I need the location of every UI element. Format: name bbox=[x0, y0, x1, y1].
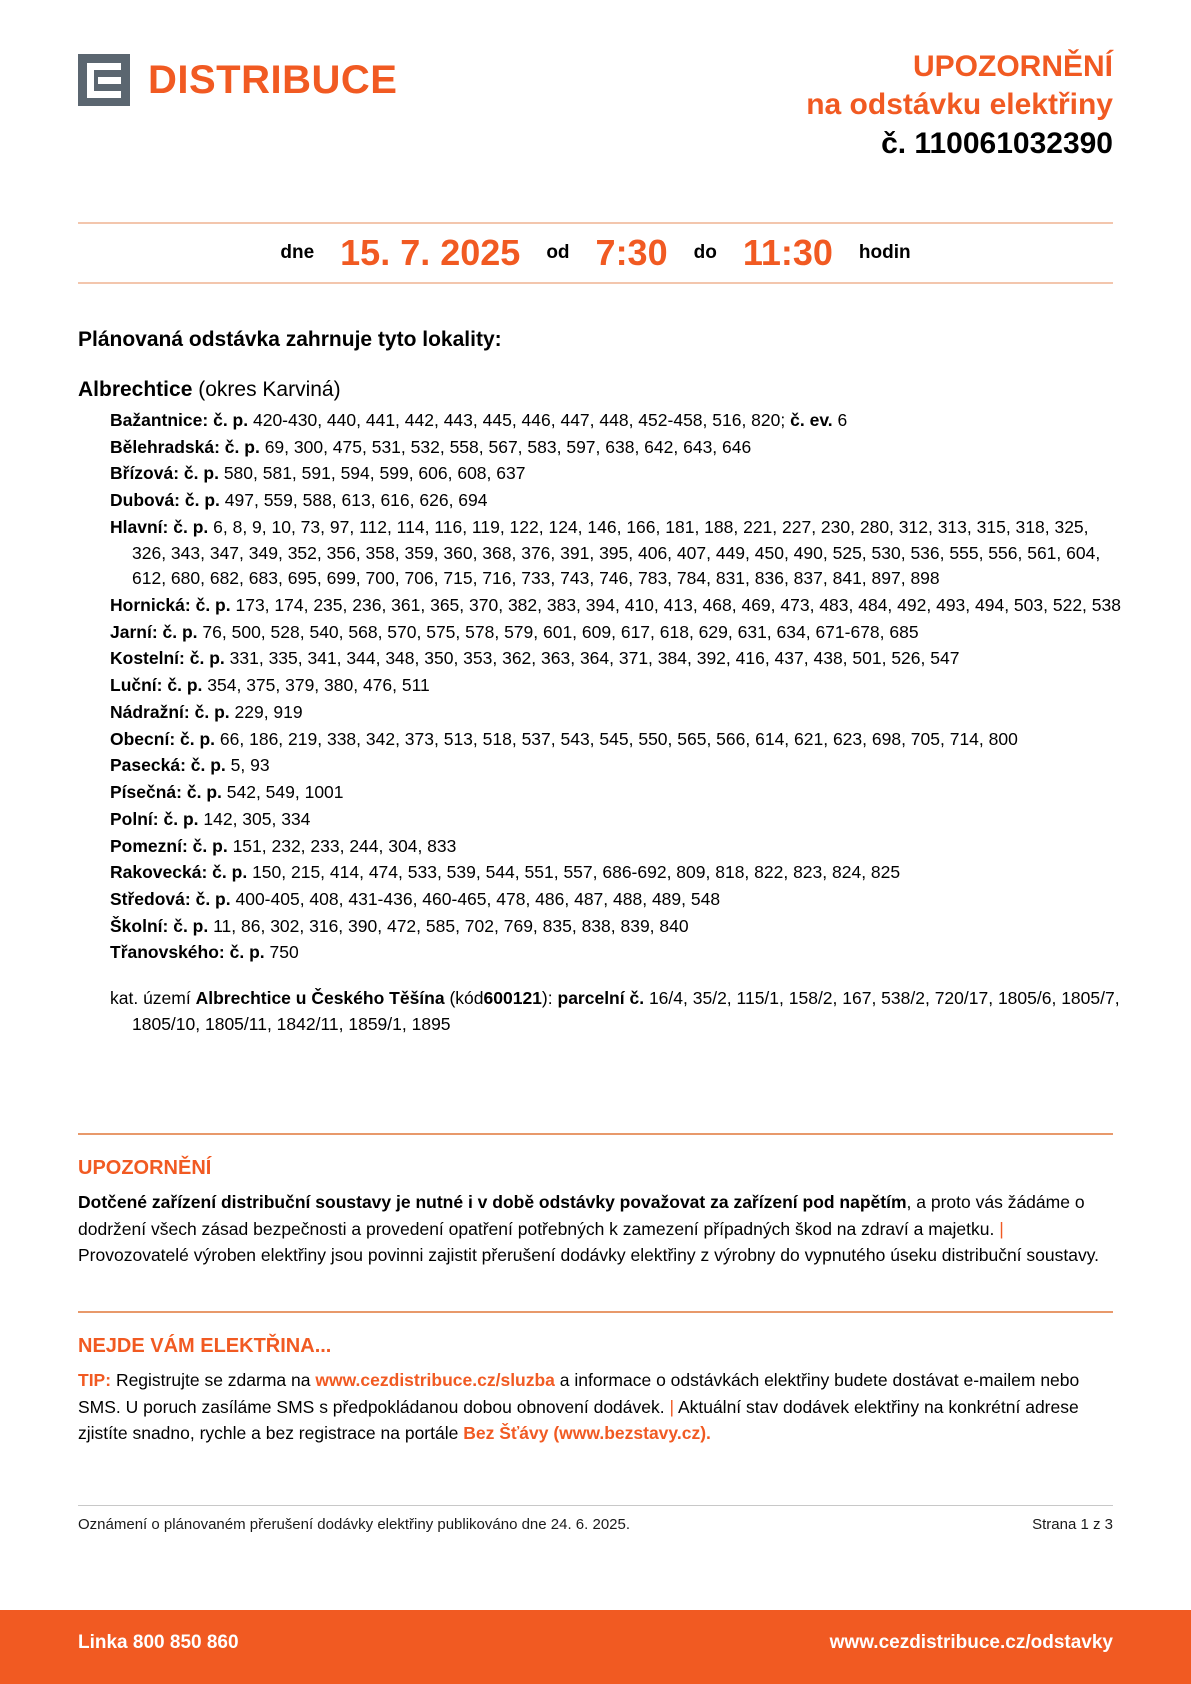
cadastre-area-name: Albrechtice u Českého Těšína bbox=[195, 988, 445, 1009]
warning-bold-text: Dotčené zařízení distribuční soustavy je nutné i v době odstávky považovat za zařízení pod napětím bbox=[78, 1192, 907, 1212]
street-name: Třanovského: bbox=[110, 942, 225, 963]
street-row bbox=[110, 593, 1121, 619]
house-number-label: č. p. bbox=[189, 648, 225, 669]
street-name: Dubová: bbox=[110, 490, 180, 511]
paren-close: ). bbox=[700, 1423, 711, 1444]
street-list bbox=[110, 408, 1121, 966]
hours-label: hodin bbox=[858, 242, 911, 263]
brand-block bbox=[78, 48, 397, 106]
divider-bottom bbox=[78, 1311, 1113, 1313]
notice-title-line1: UPOZORNĚNÍ bbox=[912, 50, 1113, 83]
notice-number: č. 110061032390 bbox=[881, 126, 1113, 160]
house-number-label: č. p. bbox=[180, 728, 216, 749]
footer-bar bbox=[0, 1610, 1191, 1684]
street-name: Obecní: bbox=[110, 728, 176, 749]
footer-website[interactable]: www.cezdistribuce.cz/odstavky bbox=[829, 1632, 1113, 1653]
cez-logo-icon bbox=[78, 54, 130, 106]
house-number-label: č. p. bbox=[224, 436, 260, 457]
service-link[interactable]: www.cezdistribuce.cz/sluzba bbox=[315, 1370, 555, 1390]
street-name: Písečná: bbox=[110, 782, 182, 803]
house-numbers: 151, 232, 233, 244, 304, 833 bbox=[232, 835, 457, 856]
house-number-label: č. p. bbox=[186, 782, 222, 803]
house-numbers: 142, 305, 334 bbox=[203, 808, 311, 829]
cadastre-code-label: (kód bbox=[449, 988, 484, 1009]
paren-open: ( bbox=[553, 1423, 560, 1444]
cadastre-prefix: kat. území bbox=[110, 988, 191, 1009]
cadastre-code: 600121 bbox=[483, 988, 542, 1009]
help-body bbox=[78, 1367, 1113, 1447]
house-number-label: č. p. bbox=[173, 915, 209, 936]
brand-name: DISTRIBUCE bbox=[148, 58, 398, 102]
help-text-3: Aktuální stav dodávek elektřiny na konkrétní adrese zjistíte snadno, rychle a bez registrace na portále bbox=[78, 1396, 1079, 1444]
street-row bbox=[110, 860, 1121, 886]
cadastre-block bbox=[110, 986, 1121, 1037]
street-name: Kostelní: bbox=[110, 648, 185, 669]
parcel-numbers: 16/4, 35/2, 115/1, 158/2, 167, 538/2, 720/17, 1805/6, 1805/7, 1805/10, 1805/11, 1842/11, 1859/1, 1895 bbox=[132, 988, 1120, 1034]
help-heading: NEJDE VÁM ELEKTŘINA... bbox=[78, 1335, 332, 1357]
street-row bbox=[110, 834, 1121, 860]
house-number-label: č. p. bbox=[183, 463, 219, 484]
house-numbers: 5, 93 bbox=[230, 755, 270, 776]
street-name: Nádražní: bbox=[110, 701, 190, 722]
street-row bbox=[110, 780, 1121, 806]
footer-note-row bbox=[78, 1516, 1113, 1533]
localities-intro: Plánovaná odstávka zahrnuje tyto lokality: bbox=[78, 328, 502, 351]
house-number-label: č. p. bbox=[162, 621, 198, 642]
parcel-label: parcelní č. bbox=[557, 988, 645, 1009]
street-row bbox=[110, 807, 1121, 833]
house-numbers: 11, 86, 302, 316, 390, 472, 585, 702, 769, 835, 838, 839, 840 bbox=[213, 915, 689, 936]
municipality-name: Albrechtice bbox=[78, 378, 193, 401]
street-row bbox=[110, 940, 1121, 966]
street-name: Hornická: bbox=[110, 595, 191, 616]
portal-name: Bez Šťávy bbox=[463, 1423, 549, 1444]
municipality-district: (okres Karviná) bbox=[198, 378, 341, 401]
house-numbers: 66, 186, 219, 338, 342, 373, 513, 518, 537, 543, 545, 550, 565, 566, 614, 621, 623, 698, 705, 714, 800 bbox=[219, 728, 1018, 749]
warning-separator: | bbox=[999, 1218, 1004, 1239]
house-numbers: 76, 500, 528, 540, 568, 570, 575, 578, 579, 601, 609, 617, 618, 629, 631, 634, 671-678, 685 bbox=[202, 621, 919, 642]
cadastre-code-suffix: ): bbox=[541, 988, 553, 1009]
to-label: do bbox=[693, 242, 717, 263]
house-number-label: č. p. bbox=[212, 862, 248, 883]
help-section bbox=[78, 1335, 1113, 1447]
house-numbers: 354, 375, 379, 380, 476, 511 bbox=[207, 675, 430, 696]
portal-link[interactable]: www.bezstavy.cz bbox=[559, 1423, 701, 1444]
house-numbers: 6, 8, 9, 10, 73, 97, 112, 114, 116, 119, 122, 124, 146, 166, 181, 188, 221, 227, 230, 280, 312, 313, 315, 318, 325, 326, 343, 347, 349, 352, 356, 358, 359, 360, 368, 376, 391, 395, 406, 407, 449, 450, 490, 525, 530, 536, 555, 556, 561, 604, 612, 680, 682, 683, 695, 699, 700, 706, 715, 716, 733, 743, 746, 783, 784, 831, 836, 837, 841, 897, 898 bbox=[132, 516, 1101, 589]
street-name: Školní: bbox=[110, 915, 169, 936]
divider-top bbox=[78, 1133, 1113, 1135]
house-number-label: č. p. bbox=[213, 410, 249, 430]
street-name: Pasecká: bbox=[110, 755, 186, 776]
street-name: Jarní: bbox=[110, 621, 158, 642]
tip-label: TIP: bbox=[78, 1370, 112, 1390]
house-numbers: 331, 335, 341, 344, 348, 350, 353, 362, 363, 364, 371, 384, 392, 416, 437, 438, 501, 526, 547 bbox=[229, 648, 960, 669]
street-row bbox=[110, 700, 1121, 726]
date-label: dne bbox=[280, 242, 315, 263]
street-row bbox=[110, 408, 1121, 434]
house-number-label: č. p. bbox=[195, 595, 231, 616]
street-name: Rakovecká: bbox=[110, 862, 208, 883]
house-numbers: 400-405, 408, 431-436, 460-465, 478, 486, 487, 488, 489, 548 bbox=[235, 888, 721, 909]
street-row bbox=[110, 887, 1121, 913]
house-numbers: 69, 300, 475, 531, 532, 558, 567, 583, 597, 638, 642, 643, 646 bbox=[264, 436, 752, 457]
house-number-label: č. p. bbox=[184, 490, 220, 511]
street-name: Bělehradská: bbox=[110, 436, 220, 457]
notice-title-line2: na odstávku elektřiny bbox=[806, 88, 1113, 122]
footer-divider bbox=[78, 1505, 1113, 1506]
footer-phone: Linka 800 850 860 bbox=[78, 1632, 239, 1653]
from-label: od bbox=[546, 242, 570, 263]
street-row bbox=[110, 515, 1121, 592]
house-number-label: č. p. bbox=[163, 808, 199, 829]
localities-content bbox=[78, 378, 1121, 1038]
house-numbers: 229, 919 bbox=[234, 701, 303, 722]
house-numbers: 420-430, 440, 441, 442, 443, 445, 446, 447, 448, 452-458, 516, 820; bbox=[252, 410, 786, 430]
outage-date: 15. 7. 2025 bbox=[340, 232, 521, 273]
house-number-label: č. p. bbox=[167, 675, 203, 696]
street-row bbox=[110, 461, 1121, 487]
house-numbers: 150, 215, 414, 474, 533, 539, 544, 551, 557, 686-692, 809, 818, 822, 823, 824, 825 bbox=[252, 862, 901, 883]
outage-time-from: 7:30 bbox=[595, 232, 668, 273]
registration-numbers: 6 bbox=[837, 410, 848, 430]
house-numbers: 542, 549, 1001 bbox=[226, 782, 344, 803]
municipality-heading bbox=[78, 378, 1121, 402]
street-name: Středová: bbox=[110, 888, 191, 909]
house-number-label: č. p. bbox=[173, 516, 209, 537]
house-numbers: 497, 559, 588, 613, 616, 626, 694 bbox=[224, 490, 488, 511]
street-name: Pomezní: bbox=[110, 835, 188, 856]
house-number-label: č. p. bbox=[192, 835, 228, 856]
street-row bbox=[110, 488, 1121, 514]
help-text-1: Registrujte se zdarma na bbox=[115, 1370, 311, 1390]
outage-datetime-bar bbox=[78, 222, 1113, 284]
house-number-label: č. p. bbox=[195, 888, 231, 909]
help-separator: | bbox=[669, 1396, 675, 1417]
street-name: Polní: bbox=[110, 808, 159, 829]
warning-heading: UPOZORNĚNÍ bbox=[78, 1157, 212, 1179]
house-numbers: 750 bbox=[269, 942, 299, 963]
help-text-2: a informace o odstávkách elektřiny budete dostávat e-mailem nebo SMS. U poruch zasíláme SMS s předpokládanou dobou obnovení dodávek. bbox=[78, 1370, 1080, 1417]
warning-body bbox=[78, 1189, 1113, 1269]
house-number-label: č. p. bbox=[190, 755, 226, 776]
warning-second-text: Provozovatelé výroben elektřiny jsou povinni zajistit přerušení dodávky elektřiny z výrobny do vypnutého úseku distribuční soustavy. bbox=[78, 1245, 1100, 1266]
street-row bbox=[110, 753, 1121, 779]
outage-time-to: 11:30 bbox=[742, 232, 833, 273]
street-row bbox=[110, 673, 1121, 699]
street-row bbox=[110, 620, 1121, 646]
street-name: Bažantnice: bbox=[110, 410, 209, 430]
street-name: Břízová: bbox=[110, 463, 180, 484]
street-row bbox=[110, 914, 1121, 940]
page-header bbox=[78, 48, 1113, 163]
street-row bbox=[110, 727, 1121, 753]
publication-note: Oznámení o plánovaném přerušení dodávky elektřiny publikováno dne 24. 6. 2025. bbox=[78, 1516, 631, 1533]
street-name: Luční: bbox=[110, 675, 163, 696]
page-indicator: Strana 1 z 3 bbox=[1032, 1516, 1113, 1533]
house-numbers: 173, 174, 235, 236, 361, 365, 370, 382, 383, 394, 410, 413, 468, 469, 473, 483, 484, 492, 493, 494, 503, 522, 538 bbox=[235, 595, 1121, 616]
street-row bbox=[110, 646, 1121, 672]
house-number-label: č. p. bbox=[194, 701, 230, 722]
warning-section bbox=[78, 1157, 1113, 1269]
street-row bbox=[110, 435, 1121, 461]
house-number-label: č. p. bbox=[229, 942, 265, 963]
house-numbers: 580, 581, 591, 594, 599, 606, 608, 637 bbox=[223, 463, 526, 484]
street-name: Hlavní: bbox=[110, 516, 169, 537]
warning-rest-text: , a proto vás žádáme o dodržení všech zásad bezpečnosti a provedení opatření potřebných k zamezení případných škod na zdraví a majetku. bbox=[78, 1192, 1085, 1239]
registration-number-label: č. ev. bbox=[790, 410, 833, 430]
notice-title-block bbox=[806, 48, 1113, 163]
